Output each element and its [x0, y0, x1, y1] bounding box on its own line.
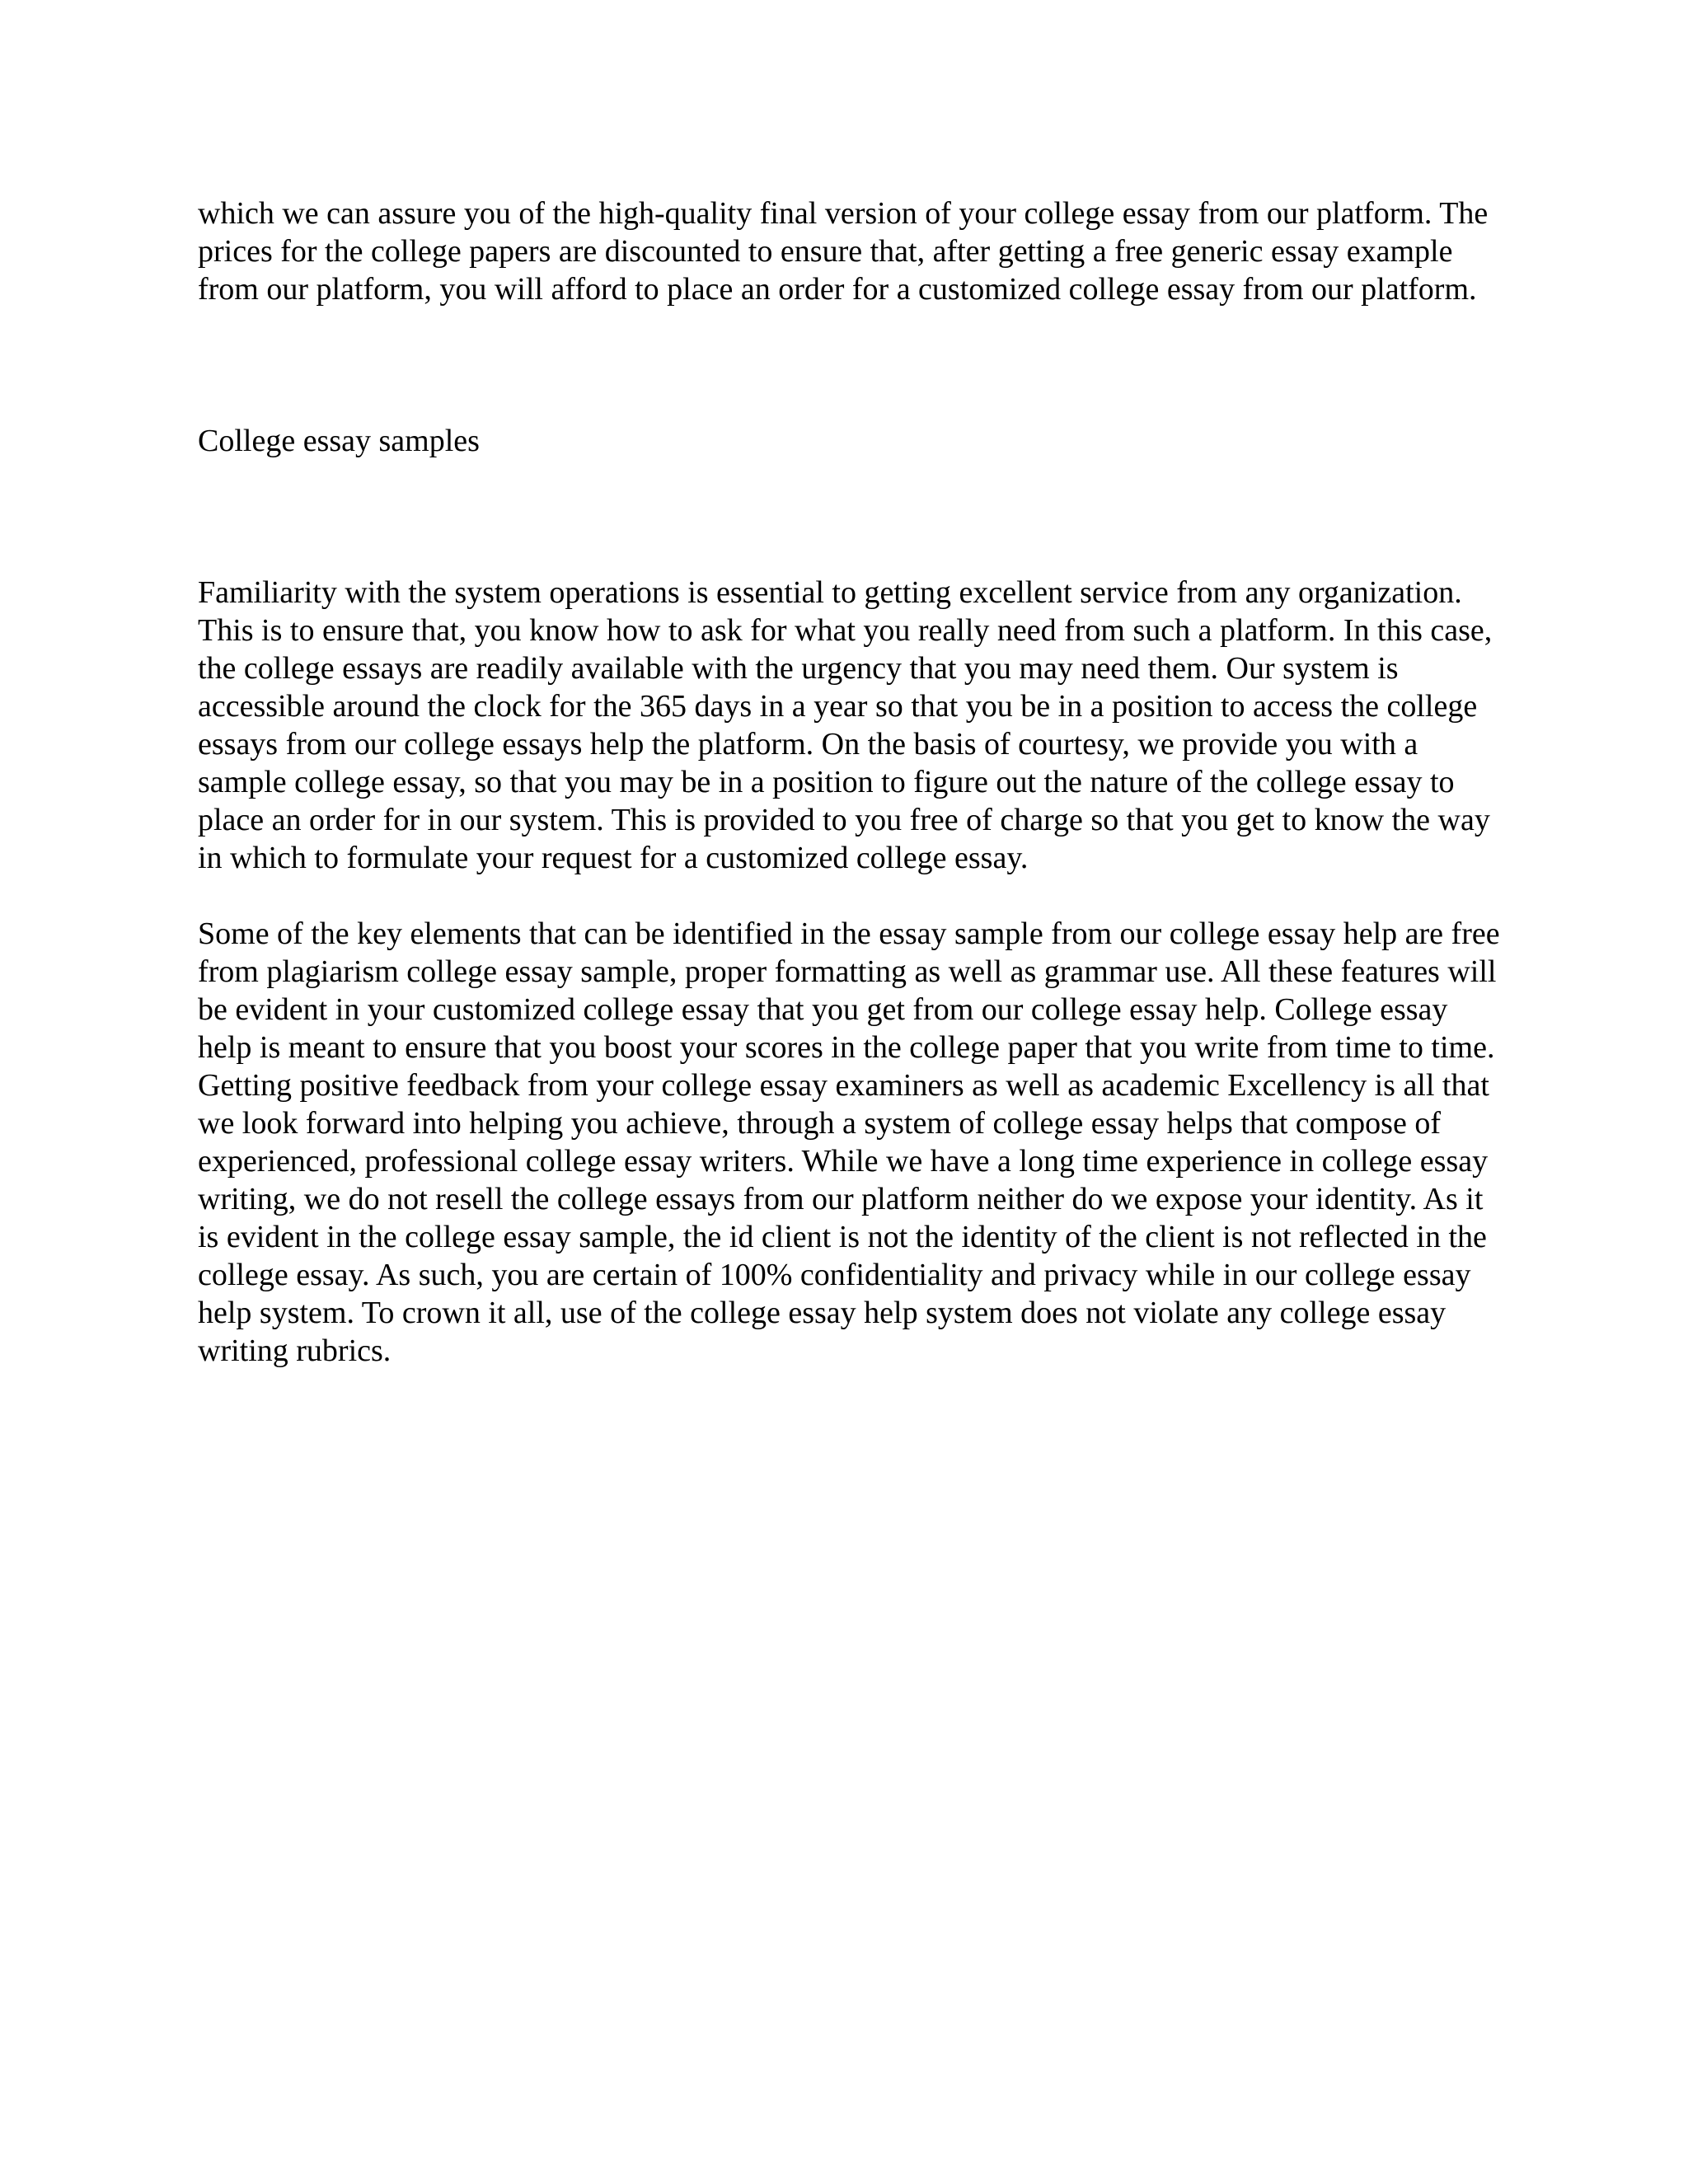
section-heading: College essay samples [198, 424, 480, 458]
spacer [198, 877, 1500, 915]
document-body [198, 194, 1500, 1370]
intro-paragraph: which we can assure you of the high-quality final version of your college essay from our platform. The prices for the college papers are discounted to ensure that, after getting a free generic essay example from our platform, you will afford to place an order for a customized college essay from our platform. [198, 196, 1489, 307]
body-paragraph-2: Some of the key elements that can be identified in the essay sample from our college essay help are free from plagiarism college essay sample, proper formatting as well as grammar use. All these features will be evident in your customized college essay that you get from our college essay help. College essay help is meant to ensure that you boost your scores in the college paper that you write from time to time. Getting positive feedback from your college essay examiners as well as academic Excellency is all that we look forward into helping you achieve, through a system of college essay helps that compose of experienced, professional college essay writers. While we have a long time experience in college essay writing, we do not resell the college essays from our platform neither do we expose your identity. As it is evident in the college essay sample, the id client is not the identity of the client is not reflected in the college essay. As such, you are certain of 100% confidentiality and privacy while in our college essay help system. To crown it all, use of the college essay help system does not violate any college essay writing rubrics. [198, 916, 1500, 1368]
body-paragraph-1: Familiarity with the system operations is essential to getting excellent service from any organization. This is to ensure that, you know how to ask for what you really need from such a platform. In this case, the college essays are readily available with the urgency that you may need them. Our system is accessible around the clock for the 365 days in a year so that you be in a position to access the college essays from our college essays help the platform. On the basis of courtesy, we provide you with a sample college essay, so that you may be in a position to figure out the nature of the college essay to place an order for in our system. This is provided to you free of charge so that you get to know the way in which to formulate your request for a customized college essay. [198, 575, 1493, 875]
spacer [198, 460, 1500, 574]
spacer [198, 308, 1500, 422]
